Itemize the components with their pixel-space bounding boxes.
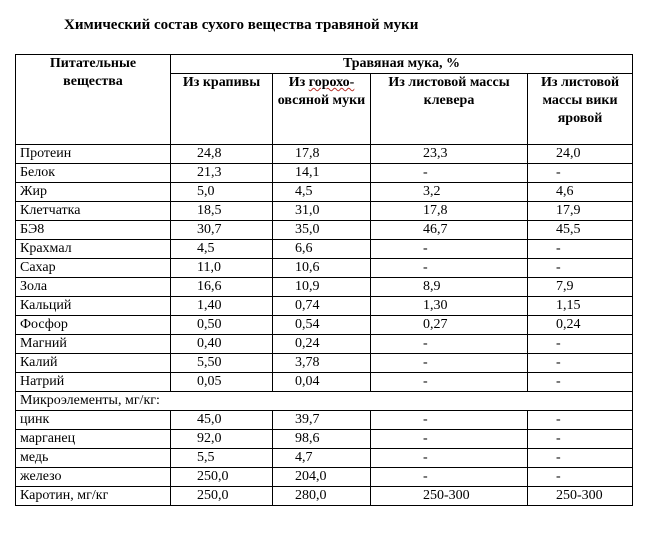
cell-value: - [528,449,633,468]
row-label: Магний [16,335,171,354]
table-row [16,468,633,487]
row-label: БЭ8 [16,221,171,240]
cell-value: 1,15 [528,297,633,316]
cell-value: - [371,354,528,373]
table-row [16,430,633,449]
carotene-row [16,487,633,506]
header-pea-oat-prefix: Из [288,75,309,90]
row-label: Натрий [16,373,171,392]
header-nutrients: Питательные вещества [16,55,171,145]
table-row [16,183,633,202]
cell-value: 17,9 [528,202,633,221]
row-label: Жир [16,183,171,202]
cell-value: 10,9 [273,278,371,297]
header-clover: Из листовой массы клевера [371,74,528,145]
cell-value: 204,0 [273,468,371,487]
table-title: Химический состав сухого вещества травяной муки [64,17,419,33]
cell-value: 0,50 [171,316,273,335]
cell-value: 280,0 [273,487,371,506]
cell-value: 39,7 [273,411,371,430]
cell-value: - [371,240,528,259]
table-row [16,164,633,183]
cell-value: - [528,259,633,278]
header-nettle: Из крапивы [171,74,273,145]
cell-value: 3,2 [371,183,528,202]
micro-section-row [16,392,633,411]
table-row [16,297,633,316]
cell-value: 98,6 [273,430,371,449]
cell-value: 23,3 [371,145,528,164]
cell-value: 0,40 [171,335,273,354]
cell-value: 31,0 [273,202,371,221]
cell-value: 35,0 [273,221,371,240]
table-row [16,411,633,430]
table-row [16,354,633,373]
row-label: цинк [16,411,171,430]
table-row [16,335,633,354]
cell-value: 0,24 [528,316,633,335]
micro-section-label: Микроэлементы, мг/кг: [16,392,633,411]
cell-value: - [371,411,528,430]
table-row [16,145,633,164]
row-label: Белок [16,164,171,183]
table-row [16,259,633,278]
cell-value: 4,7 [273,449,371,468]
table-row [16,449,633,468]
cell-value: 4,5 [171,240,273,259]
row-label: Калий [16,354,171,373]
table-row [16,316,633,335]
cell-value: 250-300 [528,487,633,506]
table-row [16,221,633,240]
cell-value: 250-300 [371,487,528,506]
row-label: Сахар [16,259,171,278]
cell-value: 24,8 [171,145,273,164]
composition-table [15,54,633,506]
cell-value: - [528,430,633,449]
cell-value: 24,0 [528,145,633,164]
cell-value: 4,5 [273,183,371,202]
cell-value: 10,6 [273,259,371,278]
cell-value: - [371,468,528,487]
cell-value: 1,40 [171,297,273,316]
cell-value: 16,6 [171,278,273,297]
cell-value: 0,04 [273,373,371,392]
cell-value: 0,54 [273,316,371,335]
cell-value: 45,5 [528,221,633,240]
cell-value: 45,0 [171,411,273,430]
table-body [16,145,633,506]
table-row [16,202,633,221]
cell-value: 250,0 [171,468,273,487]
cell-value: 0,74 [273,297,371,316]
table-row [16,278,633,297]
row-label: марганец [16,430,171,449]
cell-value: - [528,240,633,259]
cell-value: 3,78 [273,354,371,373]
row-label: Крахмал [16,240,171,259]
row-label: Зола [16,278,171,297]
cell-value: - [371,373,528,392]
header-pea-oat-marked: горохо- [308,75,355,90]
cell-value: 17,8 [273,145,371,164]
row-label: Протеин [16,145,171,164]
cell-value: 8,9 [371,278,528,297]
cell-value: 46,7 [371,221,528,240]
header-pea-oat-suffix: овсяной муки [277,93,366,108]
row-label: медь [16,449,171,468]
row-label: железо [16,468,171,487]
cell-value: - [371,164,528,183]
cell-value: 18,5 [171,202,273,221]
cell-value: 0,27 [371,316,528,335]
table-row [16,240,633,259]
cell-value: 0,05 [171,373,273,392]
cell-value: 6,6 [273,240,371,259]
row-label: Фосфор [16,316,171,335]
cell-value: 30,7 [171,221,273,240]
cell-value: 5,5 [171,449,273,468]
cell-value: - [371,335,528,354]
cell-value: 14,1 [273,164,371,183]
cell-value: - [371,259,528,278]
cell-value: - [528,164,633,183]
cell-value: 21,3 [171,164,273,183]
cell-value: 0,24 [273,335,371,354]
cell-value: - [371,430,528,449]
cell-value: - [528,335,633,354]
header-group: Травяная мука, % [171,55,633,74]
row-label: Каротин, мг/кг [16,487,171,506]
header-vetch: Из листовой массы вики яровой [528,74,633,145]
cell-value: - [371,449,528,468]
cell-value: - [528,468,633,487]
row-label: Кальций [16,297,171,316]
cell-value: 5,50 [171,354,273,373]
cell-value: - [528,354,633,373]
cell-value: 7,9 [528,278,633,297]
table-row [16,373,633,392]
cell-value: 92,0 [171,430,273,449]
cell-value: 5,0 [171,183,273,202]
cell-value: 11,0 [171,259,273,278]
cell-value: 4,6 [528,183,633,202]
row-label: Клетчатка [16,202,171,221]
cell-value: - [528,411,633,430]
cell-value: 1,30 [371,297,528,316]
header-pea-oat [273,74,371,145]
cell-value: - [528,373,633,392]
cell-value: 250,0 [171,487,273,506]
cell-value: 17,8 [371,202,528,221]
